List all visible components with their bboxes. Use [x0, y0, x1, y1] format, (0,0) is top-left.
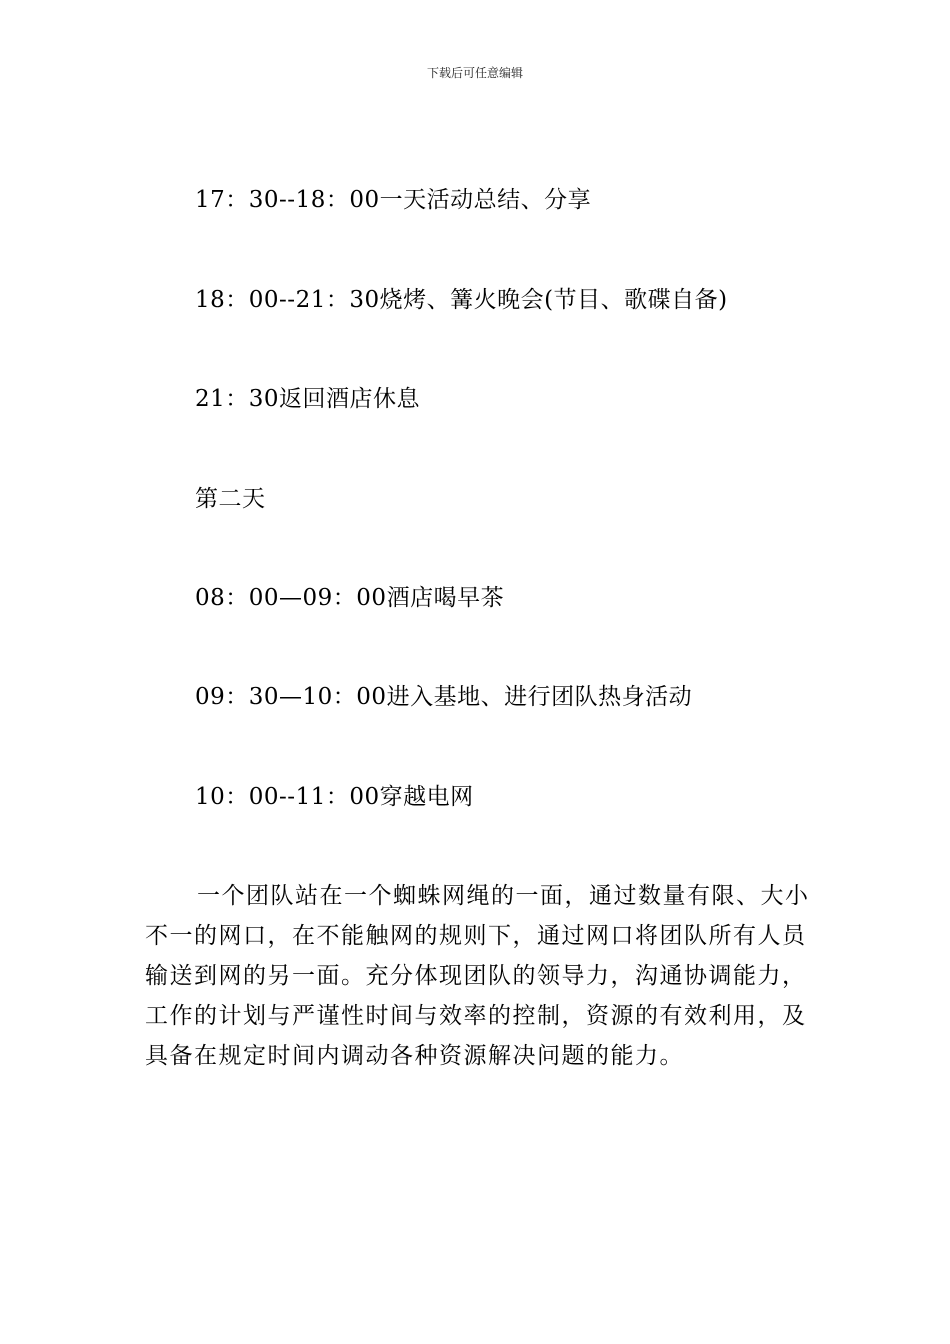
- schedule-line-bbq: 18：00--21：30烧烤、篝火晚会(节目、歌碟自备): [195, 287, 728, 313]
- schedule-line-warmup: 09：30—10：00进入基地、进行团队热身活动: [195, 684, 693, 710]
- schedule-line-breakfast: 08：00—09：00酒店喝早茶: [195, 585, 505, 611]
- schedule-line-summary: 17：30--18：00一天活动总结、分享: [195, 187, 592, 213]
- schedule-line-return-hotel: 21：30返回酒店休息: [195, 386, 421, 412]
- day-two-heading: 第二天: [195, 486, 266, 512]
- schedule-line-electric-net: 10：00--11：00穿越电网: [195, 784, 474, 810]
- page-header-note: 下载后可任意编辑: [426, 66, 523, 80]
- activity-description-paragraph: 一个团队站在一个蜘蛛网绳的一面，通过数量有限、大小不一的网口，在不能触网的规则下，通过网口将团队所有人员输送到网的另一面。充分体现团队的领导力，沟通协调能力，工作的计划与严谨性时间与效率的控制，资源的有效利用，及具备在规定时间内调动各种资源解决问题的能力。: [145, 883, 810, 1069]
